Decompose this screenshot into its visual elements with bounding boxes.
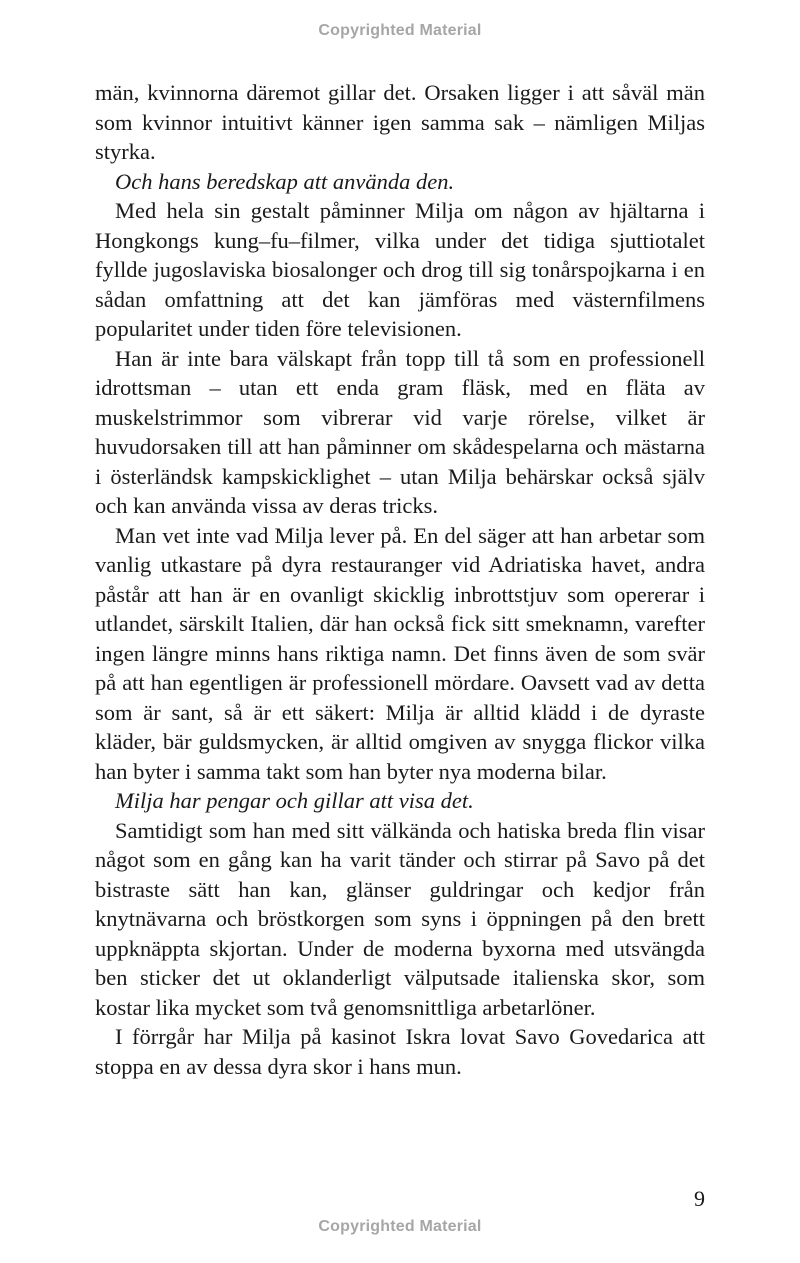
paragraph: Han är inte bara välskapt från topp till tå som en professionell idrottsman – utan ett enda gram fläsk, med en fläta av muskelstrimmor som vibrerar vid varje rörelse, vilket är huvudorsaken till att han påminner om skådespelarna och mästarna i österländsk kampskicklighet – utan Milja behärskar också själv och kan använda vissa av deras tricks. — [95, 345, 705, 518]
copyright-watermark-top: Copyrighted Material — [318, 22, 482, 39]
paragraph: män, kvinnorna däremot gillar det. Orsaken ligger i att såväl män som kvinnor intuitivt känner igen samma sak – nämligen Miljas styrka. — [95, 80, 705, 164]
page-number: 9 — [694, 1186, 705, 1211]
paragraph: I förrgår har Milja på kasinot Iskra lovat Savo Govedarica att stoppa en av dessa dyra skor i hans mun. — [95, 1024, 705, 1079]
paragraph: Samtidigt som han med sitt välkända och hatiska breda flin visar något som en gång kan ha varit tänder och stirrar på Savo på det bistraste sätt han kan, glänser guldringar och kedjor från knytnävarna och bröstkorgen som syns i öppningen på den brett uppknäppta skjortan. Under de moderna byxorna med utsvängda ben sticker det ut oklanderligt välputsade italienska skor, som kostar lika mycket som två genomsnittliga arbetarlöner. — [95, 817, 705, 1020]
paragraph: Med hela sin gestalt påminner Milja om någon av hjältarna i Hongkongs kung–fu–filmer, vilka under det tidiga sjuttiotalet fyllde jugoslaviska biosalonger och drog till sig tonårspojkarna i en sådan omfattning att det kan jämföras med västernfilmens popularitet under tiden före televisionen. — [95, 198, 705, 341]
paragraph: Man vet inte vad Milja lever på. En del säger att han arbetar som vanlig utkastare på dyra restauranger vid Adriatiska havet, andra påstår att han är en ovanligt skicklig inbrottstjuv som opererar i utlandet, särskilt Italien, där han också fick sitt smeknamn, varefter ingen längre minns hans riktiga namn. Det finns även de som svär på att han egentligen är professionell mördare. Oavsett vad av detta som är sant, så är ett säkert: Milja är alltid klädd i de dyraste kläder, bär guldsmycken, är alltid omgiven av snygga flickor vilka han byter i samma takt som han byter nya moderna bilar. — [95, 522, 705, 784]
page-body-text — [95, 78, 705, 1081]
copyright-watermark-bottom: Copyrighted Material — [318, 1218, 482, 1235]
paragraph-italic: Milja har pengar och gillar att visa det. — [115, 788, 474, 813]
paragraph-italic: Och hans beredskap att använda den. — [115, 168, 455, 194]
